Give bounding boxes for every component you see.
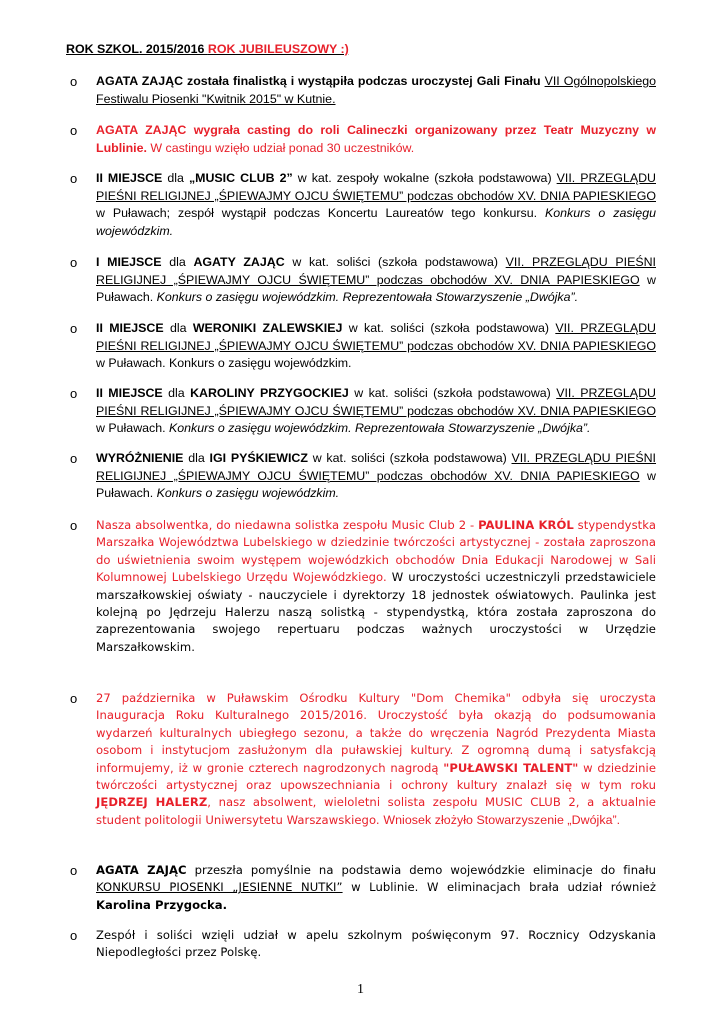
list-item: Zespół i soliści wzięli udział w apelu szkolnym poświęconym 97. Rocznicy Odzyskania Niepodległości przez Polskę. — [96, 928, 656, 960]
bullet-marker: o — [70, 863, 78, 878]
list-item: I MIEJSCE dla AGATY ZAJĄC w kat. soliści (szkoła podstawowa) VII. PRZEGLĄDU PIEŚNI RELIGIJNEJ „ŚPIEWAJMY OJCU ŚWIĘTEMU” podczas obchodów XV. DNIA PAPIESKIEGO w Puławach. Konkurs o zasięgu wojewódzkim. Reprezentowała Stowarzyszenie „Dwójka”. — [96, 255, 656, 305]
bullet-marker: o — [70, 928, 78, 943]
bullet-marker: o — [70, 123, 78, 138]
bullet-marker: o — [70, 74, 78, 89]
page-heading — [66, 42, 349, 56]
list-item: AGATA ZAJĄC wygrała casting do roli Calineczki organizowany przez Teatr Muzyczny w Lublinie. W castingu wzięło udział ponad 30 uczestników. — [96, 123, 656, 155]
bullet-marker: o — [70, 255, 78, 270]
bullet-marker: o — [70, 386, 78, 401]
list-item: II MIEJSCE dla „MUSIC CLUB 2” w kat. zespoły wokalne (szkoła podstawowa) VII. PRZEGLĄDU PIEŚNI RELIGIJNEJ „ŚPIEWAJMY OJCU ŚWIĘTEMU” podczas obchodów XV. DNIA PAPIESKIEGO w Puławach; zespół wystąpił podczas Koncertu Laureatów tego konkursu. Konkurs o zasięgu wojewódzkim. — [96, 171, 656, 238]
list-item: Nasza absolwentka, do niedawna solistka zespołu Music Club 2 - PAULINA KRÓL stypendystka Marszałka Województwa Lubelskiego w dziedzinie twórczości artystycznej - została zaproszona do uświetnienia swoim występem wojewódzkich obchodów Dnia Edukacji Narodowej w Sali Kolumnowej Lubelskiego Urzędu Wojewódzkiego. W uroczystości uczestniczyli przedstawiciele marszałkowskiej oświaty - nauczyciele i dyrektorzy 18 jednostek oświatowych. Paulinka jest kolejną po Jędrzeju Halerzu naszą solistką - stypendystką, która została zaproszona do zaprezentowania swojego repertuaru podczas ważnych uroczystości w Urzędzie Marszałkowskim. — [96, 518, 656, 654]
list-item: AGATA ZAJĄC została finalistką i wystąpiła podczas uroczystej Gali Finału VII Ogólnopolskiego Festiwalu Piosenki "Kwitnik 2015" w Kutnie. — [96, 74, 656, 106]
bullet-marker: o — [70, 518, 78, 533]
list-item: AGATA ZAJĄC przeszła pomyślnie na podstawia demo wojewódzkie eliminacje do finału KONKURSU PIOSENKI „JESIENNE NUTKI” w Lublinie. W eliminacjach brała udział również Karolina Przygocka. — [96, 863, 656, 912]
list-item: WYRÓŻNIENIE dla IGI PYŚKIEWICZ w kat. soliści (szkoła podstawowa) VII. PRZEGLĄDU PIEŚNI RELIGIJNEJ „ŚPIEWAJMY OJCU ŚWIĘTEMU” podczas obchodów XV. DNIA PAPIESKIEGO w Puławach. Konkurs o zasięgu wojewódzkim. — [96, 451, 657, 501]
bullet-marker: o — [70, 171, 78, 186]
heading-jubilee: ROK JUBILEUSZOWY :) — [207, 42, 349, 56]
list-item: 27 października w Puławskim Ośrodku Kultury "Dom Chemika" odbyła się uroczysta Inauguracja Roku Kulturalnego 2015/2016. Uroczystość była okazją do podsumowania wydarzeń kulturalnych ubiegłego sezonu, a także do wręczenia Nagród Prezydenta Miasta osobom i instytucjom zasłużonym dla puławskiej kultury. Z ogromną dumą i satysfakcją informujemy, iż w gronie czterech nagrodzonych nagrodą "PUŁAWSKI TALENT" w dziedzinie twórczości artystycznej oraz upowszechniania i ochrony kultury znalazł się w tym roku JĘDRZEJ HALERZ, nasz absolwent, wieloletni solista zespołu MUSIC CLUB 2, a aktualnie student politologii Uniwersytetu Warszawskiego. Wniosek złożyło Stowarzyszenie „Dwójka”. — [96, 691, 657, 827]
heading-school-year: ROK SZKOL. 2015/2016 — [66, 42, 208, 56]
page-number: 1 — [357, 982, 364, 997]
bullet-marker: o — [70, 691, 78, 706]
list-item: II MIEJSCE dla KAROLINY PRZYGOCKIEJ w kat. soliści (szkoła podstawowa) VII. PRZEGLĄDU PIEŚNI RELIGIJNEJ „ŚPIEWAJMY OJCU ŚWIĘTEMU” podczas obchodów XV. DNIA PAPIESKIEGO w Puławach. Konkurs o zasięgu wojewódzkim. Reprezentowała Stowarzyszenie „Dwójka”. — [96, 386, 656, 436]
bullet-marker: o — [70, 321, 78, 336]
bullet-marker: o — [70, 451, 78, 466]
list-item: II MIEJSCE dla WERONIKI ZALEWSKIEJ w kat. soliści (szkoła podstawowa) VII. PRZEGLĄDU PIEŚNI RELIGIJNEJ „ŚPIEWAJMY OJCU ŚWIĘTEMU” podczas obchodów XV. DNIA PAPIESKIEGO w Puławach. Konkurs o zasięgu wojewódzkim. — [96, 321, 656, 371]
